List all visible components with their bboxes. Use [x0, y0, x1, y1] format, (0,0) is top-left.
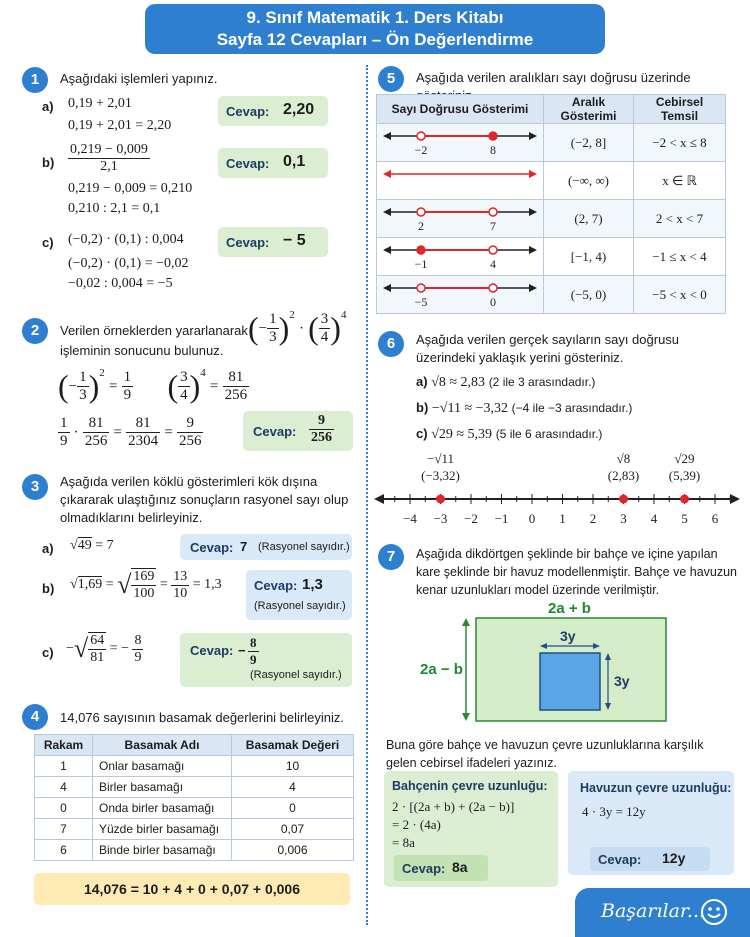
pool-perimeter-box — [568, 771, 734, 875]
q4-header-place: Basamak Adı — [93, 735, 232, 756]
garden-width-label: 2a + b — [548, 600, 591, 617]
q6-item-label: c) — [416, 426, 428, 441]
q6-item-expr: −√11 ≈ −3,32 — [431, 401, 509, 416]
q5-cell-interval: (−5, 0) — [544, 276, 634, 314]
footer-badge — [575, 888, 750, 937]
q3b-radicand: 1,69 — [77, 577, 103, 592]
q2-frac-a-num: 1 — [269, 311, 277, 327]
q2-cevap-label: Cevap: — [253, 424, 297, 439]
arrow-right-icon — [730, 494, 740, 504]
q1c-line0: (−0,2) · (0,1) : 0,004 — [68, 232, 184, 247]
q1b-answer-box — [218, 148, 328, 178]
open-endpoint-right — [489, 246, 497, 254]
tick-label: 0 — [528, 511, 536, 526]
q4-cell-place: Onlar basamağı — [93, 756, 232, 777]
q2-w1-num: 1 — [79, 369, 87, 385]
q1b-denominator: 2,1 — [100, 159, 118, 174]
point-value: (5,39) — [668, 468, 701, 483]
q4-table-row — [35, 819, 354, 840]
endpoint-label-left: −1 — [414, 257, 428, 271]
q1c-line2: −0,02 : 0,004 = −5 — [68, 276, 173, 291]
q5-cell-alg: 2 < x < 7 — [634, 200, 726, 238]
q3a-work: √49 = 7 — [70, 538, 114, 553]
endpoint-label-left: −5 — [414, 295, 428, 309]
q3b-note: (Rasyonel sayıdır.) — [254, 600, 346, 612]
q4-summary: 14,076 = 10 + 4 + 0 + 0,07 + 0,006 — [34, 873, 350, 905]
question-7-prompt-2: Buna göre bahçe ve havuzun çevre uzunluklarına karşılık gelen cebirsel ifadeleri yazınız. — [386, 738, 704, 770]
q3c-note: (Rasyonel sayıdır.) — [250, 669, 342, 681]
garden-perimeter-line2: = 2 · (4a) — [392, 817, 441, 832]
q3c-n2: 8 — [134, 632, 142, 648]
q3b-answer: 1,3 — [302, 576, 323, 593]
endpoint-label-right: 0 — [490, 295, 496, 309]
q6-item-label: b) — [416, 400, 429, 415]
q3b-result: = 1,3 — [192, 577, 222, 592]
q3c-cevap-label: Cevap: — [190, 643, 234, 658]
footer-text: Başarılar... — [601, 900, 706, 922]
q5-cell-interval: (−2, 8] — [544, 124, 634, 162]
q1c-answer-box — [218, 227, 328, 257]
q6-item-note: (2 ile 3 arasındadır.) — [488, 375, 596, 389]
question-6-prompt: Aşağıda verilen gerçek sayıların sayı doğrusu üzerindeki yaklaşık yerini gösteriniz. — [416, 332, 680, 365]
q6-item — [416, 399, 632, 418]
tick-label: −2 — [464, 511, 478, 526]
q1b-fraction — [68, 142, 150, 175]
q3a-note: (Rasyonel sayıdır.) — [258, 541, 350, 553]
q3b-cevap-label: Cevap: — [254, 578, 298, 593]
question-1-prompt: Aşağıdaki işlemleri yapınız. — [60, 71, 218, 86]
q2-r2-den: 256 — [224, 387, 248, 403]
arrow-right-icon — [529, 208, 537, 216]
q4-header-digit: Rakam — [35, 735, 93, 756]
q6-item-note: (−4 ile −3 arasındadır.) — [511, 401, 633, 415]
arrow-right-icon — [529, 246, 537, 254]
endpoint-label-right: 7 — [490, 219, 496, 233]
q2-frac-a — [267, 311, 279, 346]
column-divider — [366, 65, 368, 925]
q4-table-row — [35, 798, 354, 819]
arrow-right-icon — [529, 170, 537, 178]
question-2-prompt-2: işleminin sonucunu bulunuz. — [60, 343, 224, 358]
q4-cell-value: 0 — [232, 798, 354, 819]
q3a-label: a) — [42, 541, 54, 556]
q5-header-algebraic: Cebirsel Temsil — [634, 95, 726, 124]
q3c-n1: 64 — [90, 633, 105, 648]
open-endpoint-left — [417, 284, 425, 292]
q2-p-c-den: 2304 — [128, 433, 159, 449]
garden-answer-chip — [394, 855, 488, 881]
point-label: √29 — [674, 451, 695, 466]
q2-r1-num: 1 — [123, 369, 132, 385]
pool-width-label: 3y — [560, 628, 576, 644]
q2-w2-num: 3 — [180, 369, 188, 385]
q4-table-row — [35, 777, 354, 798]
endpoint-label-left: −2 — [414, 143, 428, 157]
q2-r1-den: 9 — [123, 387, 132, 403]
q5-cell-alg: −5 < x < 0 — [634, 276, 726, 314]
q2-p-d-num: 9 — [177, 415, 204, 433]
point-marker — [619, 495, 628, 504]
q1c-label: c) — [42, 235, 54, 250]
q4-cell-place: Onda birler basamağı — [93, 798, 232, 819]
q5-cell-alg: −1 ≤ x < 4 — [634, 238, 726, 276]
question-5-prompt: Aşağıda verilen aralıkları sayı doğrusu üzerinde — [416, 70, 691, 85]
q2-p-a-den: 9 — [60, 433, 68, 449]
q2-w1-exp: 2 — [99, 367, 105, 380]
tick-label: 4 — [650, 511, 658, 526]
arrow-left-icon — [374, 494, 384, 504]
q6-item — [416, 425, 602, 444]
interval-number-line — [381, 238, 539, 272]
smiley-icon — [700, 898, 728, 926]
question-6-number: 6 — [378, 331, 404, 357]
q2-w1-den: 3 — [79, 387, 87, 403]
q2-expression: (− $\frac{1}{3}$ )$^2$ · ( $\frac{3}{4}$ )$^4$ — [248, 309, 347, 346]
arrow-left-icon — [383, 284, 391, 292]
q3a-answer: 7 — [240, 539, 248, 554]
open-endpoint-right — [489, 208, 497, 216]
q2-frac-b — [319, 311, 331, 346]
q5-cell-line — [377, 276, 544, 314]
question-4-number: 4 — [22, 704, 48, 730]
q3b-n1: 169 — [133, 569, 155, 584]
q4-table-row — [35, 756, 354, 777]
q2-answer-box — [243, 411, 353, 451]
interval-number-line — [381, 124, 539, 158]
pool-answer-chip — [590, 847, 710, 871]
q4-cell-value: 10 — [232, 756, 354, 777]
q3b-d1: 100 — [133, 586, 155, 601]
point-value: (−3,32) — [421, 468, 460, 483]
interval-number-line — [381, 162, 539, 196]
q3b-d2: 10 — [173, 585, 188, 601]
q1c-cevap-label: Cevap: — [226, 235, 270, 250]
q2-frac-b-num: 3 — [320, 311, 329, 327]
q2-p-eq1: = — [113, 424, 122, 441]
q1b-answer: 0,1 — [283, 153, 306, 170]
q2-exp-2: 2 — [289, 309, 295, 322]
q5-cell-alg: −2 < x ≤ 8 — [634, 124, 726, 162]
tick-label: −4 — [403, 511, 417, 526]
open-endpoint-right — [489, 284, 497, 292]
pool-height-label: 3y — [614, 673, 630, 689]
question-5-number: 5 — [378, 66, 404, 92]
q4-table-row — [35, 840, 354, 861]
q2-p-b-num: 81 — [83, 415, 110, 433]
q6-item-expr: √29 ≈ 5,39 — [431, 427, 493, 442]
q3c-answer-box: Cevap: $\frac{8}{9}$ − (Rasyonel sayıdır.) — [180, 633, 352, 687]
question-7-prompt: Aşağıda dikdörtgen şeklinde bir bahçe ve içine yapılan kare şeklinde bir havuz modellenmiştir. Bahçe ve havuzun kenar uzunlukları model üzerinde verilmiştir. — [416, 547, 738, 597]
q2-work-1: (− $\frac{1}{3}$ )$^2$ = $\frac{1}{9}$ ( $\frac{3}{4}$ )$^4$ = $\frac{81}{256}$ — [58, 367, 248, 404]
q2-p-dot: · — [73, 424, 79, 441]
q5-table-row — [377, 200, 726, 238]
tick-label: 5 — [681, 511, 688, 526]
q4-cell-digit: 6 — [35, 840, 93, 861]
q2-work-2 — [58, 415, 203, 450]
q5-cell-line — [377, 162, 544, 200]
q3c-work: −√ $\frac{64}{81}$ = − $\frac{8}{9}$ — [66, 632, 142, 665]
q3b-answer-box — [246, 570, 352, 620]
q2-frac-a-den: 3 — [269, 329, 277, 345]
q5-cell-line — [377, 200, 544, 238]
garden-perimeter-box — [384, 771, 558, 887]
q4-cell-digit: 0 — [35, 798, 93, 819]
pool-answer: 12y — [662, 850, 686, 866]
q1a-cevap-label: Cevap: — [226, 104, 270, 119]
arrow-right-icon — [529, 284, 537, 292]
point-label: −√11 — [427, 451, 454, 466]
q5-cell-interval: (−∞, ∞) — [544, 162, 634, 200]
q1a-label: a) — [42, 99, 54, 114]
q2-ans-den: 256 — [311, 430, 332, 445]
q4-cell-digit: 1 — [35, 756, 93, 777]
q3c-answer — [248, 635, 259, 668]
closed-endpoint-left — [417, 246, 425, 254]
q1b-numerator: 0,219 − 0,009 — [70, 142, 148, 157]
q2-minus: − — [258, 320, 268, 337]
question-3-number: 3 — [22, 474, 48, 500]
q3a-result: = 7 — [95, 538, 114, 553]
q1a-answer: 2,20 — [283, 101, 315, 118]
arrow-left-icon — [383, 170, 391, 178]
q5-cell-line — [377, 238, 544, 276]
q2-w-minus: − — [68, 378, 78, 395]
q5-table-row — [377, 124, 726, 162]
pool-perimeter-title: Havuzun çevre uzunluğu: — [580, 781, 732, 795]
tick-label: 1 — [559, 511, 566, 526]
pool-rect — [540, 653, 600, 710]
q1a-line2: 0,19 + 2,01 = 2,20 — [68, 118, 172, 133]
tick-label: −3 — [433, 511, 448, 526]
q3c-ans-num: 8 — [250, 635, 257, 650]
q3a-radicand: 49 — [77, 538, 92, 553]
q4-cell-digit: 7 — [35, 819, 93, 840]
q3a-cevap-label: Cevap: — [190, 540, 234, 555]
page-title — [145, 4, 605, 54]
closed-endpoint-right — [489, 132, 497, 140]
q3c-d1: 81 — [90, 650, 105, 665]
q1b-label: b) — [42, 155, 55, 170]
q5-cell-line — [377, 124, 544, 162]
q2-p-c-num: 81 — [126, 415, 160, 433]
garden-height-label: 2a − b — [420, 661, 463, 678]
q5-table-row — [377, 276, 726, 314]
question-2-number: 2 — [22, 318, 48, 344]
title-line-2: Sayfa 12 Cevapları – Ön Değerlendirme — [216, 30, 534, 49]
q4-header-value: Basamak Değeri — [232, 735, 354, 756]
q2-ans-num: 9 — [309, 413, 334, 430]
q3c-d2: 9 — [134, 649, 142, 665]
q3b-work: √1,69 = √ $\frac{169}{100}$ = $\frac{13}{10}$ = 1,3 — [70, 568, 222, 601]
q5-table-row — [377, 162, 726, 200]
garden-cevap-label: Cevap: — [402, 861, 446, 876]
point-marker — [436, 495, 445, 504]
q3a-answer-box — [180, 534, 352, 560]
q4-cell-value: 0,07 — [232, 819, 354, 840]
q2-w2-den: 4 — [180, 387, 188, 403]
tick-label: 2 — [589, 511, 597, 526]
q3b-n2: 13 — [173, 568, 188, 584]
q2-w1-eq: = — [108, 378, 118, 395]
question-7-number: 7 — [378, 544, 404, 570]
open-endpoint-left — [417, 132, 425, 140]
question-1-number: 1 — [22, 67, 48, 93]
q1b-line2: 0,210 : 2,1 = 0,1 — [68, 201, 161, 216]
q5-cell-interval: [−1, 4) — [544, 238, 634, 276]
point-marker — [680, 495, 689, 504]
q4-cell-place: Yüzde birler basamağı — [93, 819, 232, 840]
q1a-line1: 0,19 + 2,01 — [68, 96, 132, 111]
q5-table-row — [377, 238, 726, 276]
q5-cell-alg: x ∈ ℝ — [634, 162, 726, 200]
q1c-line1: (−0,2) · (0,1) = −0,02 — [68, 256, 189, 271]
tick-label: −1 — [494, 511, 509, 526]
q2-r2-num: 81 — [223, 369, 250, 387]
q6-item-note: (5 ile 6 arasındadır.) — [495, 427, 603, 441]
place-value-table — [34, 734, 354, 861]
q2-w2-exp: 4 — [200, 367, 206, 380]
q3c-label: c) — [42, 645, 54, 660]
point-value: (2,83) — [607, 468, 640, 483]
q3c-ans-den: 9 — [250, 652, 257, 667]
interval-table — [376, 94, 726, 314]
arrow-right-icon — [529, 132, 537, 140]
tick-label: 3 — [620, 511, 627, 526]
endpoint-label-left: 2 — [418, 219, 424, 233]
q4-cell-value: 4 — [232, 777, 354, 798]
pool-perimeter-line1: 4 · 3y = 12y — [582, 804, 646, 819]
q1a-answer-box — [218, 96, 328, 126]
q2-frac-b-den: 4 — [320, 329, 329, 345]
q3b-label: b) — [42, 581, 55, 596]
q6-item-expr: √8 ≈ 2,83 — [431, 375, 486, 390]
garden-perimeter-line1: 2 · [(2a + b) + (2a − b)] — [392, 799, 515, 814]
q2-p-d-den: 256 — [178, 433, 202, 449]
q2-dot: · — [298, 320, 304, 337]
q2-exp-4: 4 — [340, 309, 347, 322]
q2-p-a-num: 1 — [60, 415, 68, 431]
question-3-prompt: Aşağıda verilen köklü gösterimleri kök dışına çıkararak ulaştığınız sonuçların rasyonel sayı olup olmadıklarını belirleyiniz. — [60, 474, 349, 525]
point-label: √8 — [616, 451, 631, 466]
q2-p-eq2: = — [164, 424, 173, 441]
garden-perimeter-title: Bahçenin çevre uzunluğu: — [392, 779, 548, 793]
q6-item — [416, 373, 595, 392]
q2-p-b-den: 256 — [84, 433, 108, 449]
q6-item-label: a) — [416, 374, 428, 389]
q4-cell-place: Binde birler basamağı — [93, 840, 232, 861]
q1b-line1: 0,219 − 0,009 = 0,210 — [68, 181, 193, 196]
q4-cell-place: Birler basamağı — [93, 777, 232, 798]
pool-cevap-label: Cevap: — [598, 852, 642, 867]
interval-number-line — [381, 200, 539, 234]
q5-header-line: Sayı Doğrusu Gösterimi — [377, 95, 544, 124]
q5-header-interval: Aralık Gösterimi — [544, 95, 634, 124]
open-endpoint-left — [417, 208, 425, 216]
q1c-answer: − 5 — [283, 232, 306, 249]
q1b-cevap-label: Cevap: — [226, 156, 270, 171]
garden-answer: 8a — [452, 859, 468, 875]
q4-cell-value: 0,006 — [232, 840, 354, 861]
arrow-left-icon — [383, 246, 391, 254]
endpoint-label-right: 8 — [490, 143, 496, 157]
title-line-1: 9. Sınıf Matematik 1. Ders Kitabı — [246, 8, 504, 27]
arrow-left-icon — [383, 132, 391, 140]
tick-label: 6 — [711, 511, 719, 526]
q6-number-line — [372, 450, 742, 532]
interval-number-line — [381, 276, 539, 310]
question-2-prompt-1: Verilen örneklerden yararlanarak — [60, 323, 248, 338]
q2-answer — [309, 413, 334, 446]
q4-cell-digit: 4 — [35, 777, 93, 798]
arrow-left-icon — [383, 208, 391, 216]
q5-cell-interval: (2, 7) — [544, 200, 634, 238]
endpoint-label-right: 4 — [490, 257, 496, 271]
q2-w2-eq: = — [209, 378, 219, 395]
garden-perimeter-line3: = 8a — [392, 835, 415, 850]
question-4-prompt: 14,076 sayısının basamak değerlerini belirleyiniz. — [60, 710, 344, 725]
